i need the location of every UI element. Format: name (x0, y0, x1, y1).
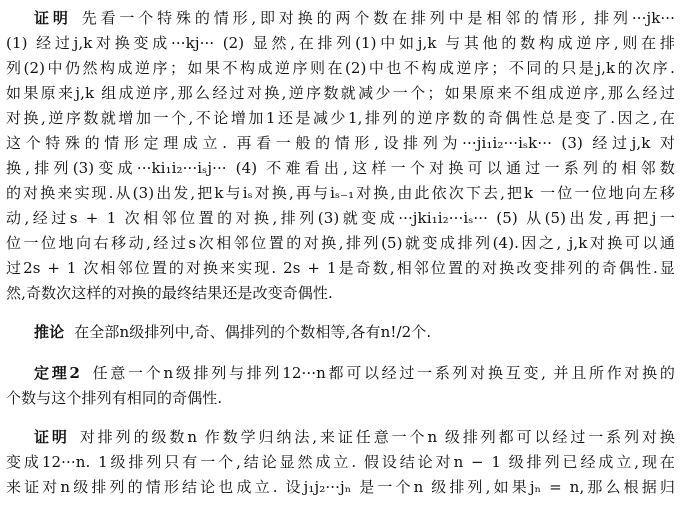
theorem2-line-1: 定理2 任意一个n级排列与排列12···n都可以经过一系列对换互变, 并且所作对换的 (34, 364, 675, 382)
proof1-line-9: 动,经过s + 1 次相邻位置的对换,排列(3)就变成···jki₁i₂···iₛ··· (5) 从(5)出发,再把j一 (6, 209, 675, 227)
proof2-line-1: 证明 对排列的级数n 作数学归纳法,来证任意一个n 级排列都可以经过一系列对换 (34, 428, 675, 446)
proof1-line-7: 换,排列(3)变成···ki₁i₂···iₛj··· (4) 不难看出,这样一个对换可以通过一系列的相邻数 (6, 159, 675, 177)
proof1-line-1: 证明 先看一个特殊的情形,即对换的两个数在排列中是相邻的情形, 排列···jk··· (34, 9, 675, 27)
corollary-text: 在全部n级排列中,奇、偶排列的个数相等,各有n!/2个. (74, 323, 432, 341)
proof1-line-2: (1) 经过j,k对换变成···kj··· (2) 显然,在排列(1)中如j,k 与其他的数构成逆序,则在排 (6, 34, 675, 52)
corollary-label: 推论 (34, 323, 65, 341)
proof1-label: 证明 (34, 9, 72, 27)
proof1-line-5: 对换,逆序数就增加一个,不论增加1还是减少1,排列的逆序数的奇偶性总是变了.因之,在 (6, 109, 675, 127)
proof1-line-6: 这个特殊的情形定理成立. 再看一般的情形,设排列为···ji₁i₂···iₛk··· (3) 经过j,k 对 (6, 134, 675, 152)
theorem2-line-2: 个数与这个排列有相同的奇偶性. (6, 389, 223, 407)
theorem2-label: 定理2 (34, 364, 80, 382)
proof1-line-3: 列(2)中仍然构成逆序；如果不构成逆序则在(2)中也不构成逆序；不同的只是j,k的次序. (6, 59, 675, 77)
proof1-line-11: 过2s + 1 次相邻位置的对换来实现. 2s + 1是奇数,相邻位置的对换改变排列的奇偶性.显 (6, 259, 675, 277)
proof1-line-4: 如果原来j,k 组成逆序,那么经过对换,逆序数就减少一个；如果原来不组成逆序,那么经过 (6, 84, 675, 102)
proof2-label: 证明 (34, 428, 70, 446)
proof1-line-8: 的对换来实现.从(3)出发,把k与iₛ对换,再与iₛ₋₁对换,由此依次下去,把k 一位一位地向左移 (6, 184, 675, 202)
corollary (6, 320, 675, 344)
proof2-line-3: 来证对n级排列的情形结论也成立. 设j₁j₂···jₙ 是一个n 级排列,如果jₙ = n,那么根据归 (6, 478, 675, 496)
proof2-line-2: 变成12···n. 1级排列只有一个,结论显然成立. 假设结论对n − 1 级排列已经成立,现在 (6, 453, 675, 471)
proof1-line-10: 位一位地向右移动,经过s次相邻位置的对换,排列(5)就变成排列(4).因之, j,k对换可以通 (6, 234, 675, 252)
proof1-line-12: 然,奇数次这样的对换的最终结果还是改变奇偶性. (6, 284, 333, 302)
